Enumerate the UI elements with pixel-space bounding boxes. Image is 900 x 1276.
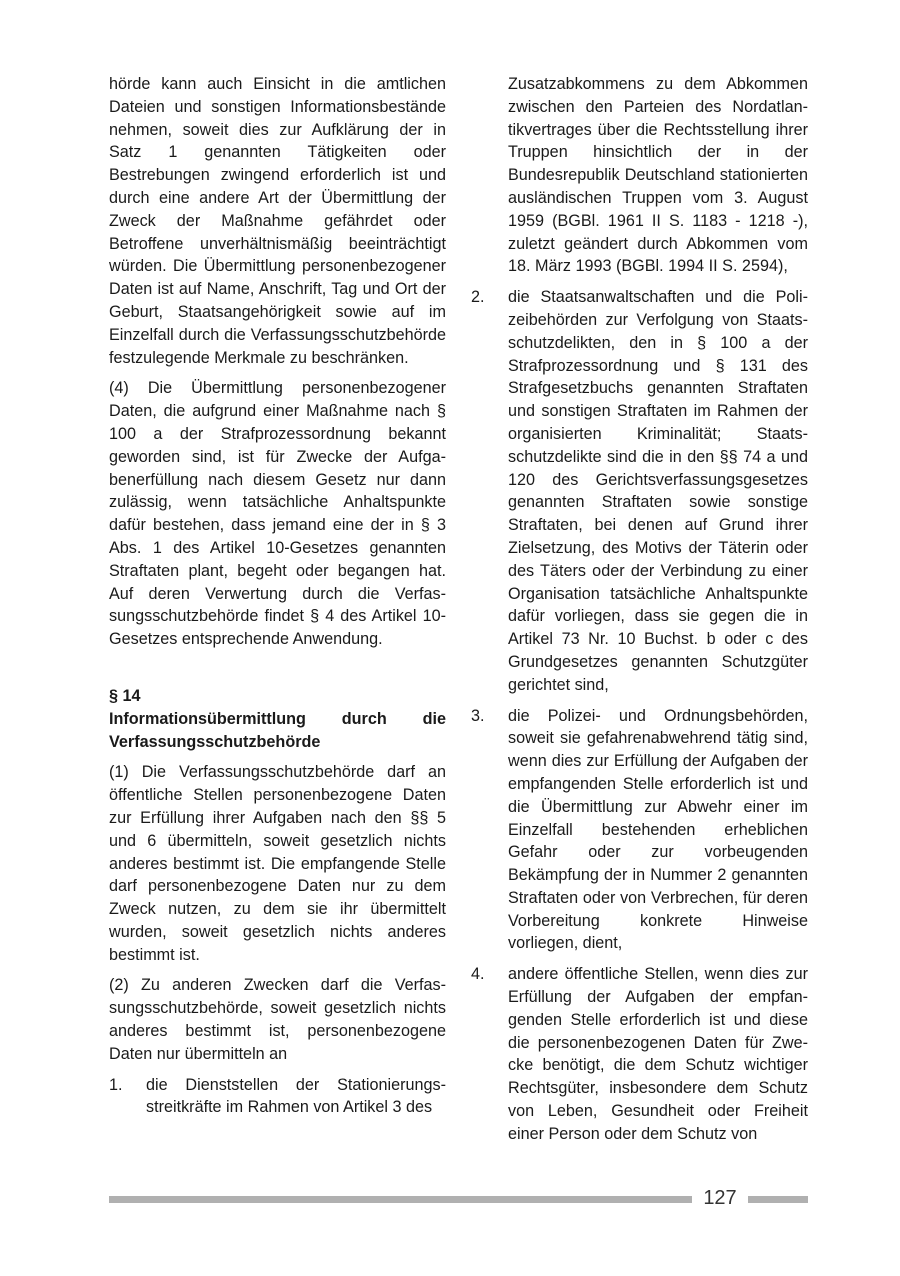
list-item — [471, 963, 808, 1145]
footer-rule-left — [109, 1196, 692, 1203]
list-item-text: andere öffentliche Stellen, wenn dies zur Erfüllung der Aufgaben der empfangenden Stelle erforderlich ist und diese die personenbezogenen Daten für Zwecke benötigt, die dem Schutz wichtiger Rechtsgüter, insbesondere dem Schutz von Leben, Gesundheit oder Freiheit einer Person oder dem Schutz von — [508, 965, 808, 1143]
list-item-number: 3. — [471, 706, 485, 725]
list-item-continued: Zusatzabkommens zu dem Abkommen zwischen den Parteien des Nordatlantikvertrages über die Rechtsstellung ihrer Truppen hinsichtlich der in der Bundesrepublik Deutschland stationierten ausländischen Truppen vom 3. August 1959 (BGBl. 1961 II S. 1183 - 1218 -), zuletzt geändert durch Abkommen vom 18. März 1993 (BGBl. 1994 II S. 2594), — [508, 75, 808, 276]
section-title-line1: Informationsübermittlung durch die — [109, 709, 446, 728]
left-column — [109, 73, 446, 1127]
footer-rule-right — [748, 1196, 808, 1203]
page-number: 127 — [703, 1187, 737, 1209]
list-item-number: 4. — [471, 965, 485, 984]
list-item-number: 1. — [109, 1075, 123, 1094]
paragraph-4: (4) Die Übermittlung personenbezogener Daten, die aufgrund einer Maßnahme nach § 100 a der Strafprozessordnung bekannt geworden sind, ist für Zwecke der Aufgabenerfüllung nach diesem Gesetz nur dann zulässig, wenn tatsächliche Anhaltspunkte dafür bestehen, dass jemand eine der in § 3 Abs. 1 des Artikel 10-Gesetzes genannten Straftaten plant, begeht oder begangen hat. Auf deren Verwertung durch die Verfassungsschutzbehörde findet § 4 des Artikel 10-Gesetzes entsprechende Anwendung. — [109, 379, 446, 649]
list-item-number: 2. — [471, 288, 485, 307]
paragraph-2: (2) Zu anderen Zwecken darf die Verfassungsschutzbehörde, soweit gesetzlich nichts anderes bestimmt ist, personenbezogene Daten nur übermitteln an — [109, 976, 446, 1063]
paragraph-continued: hörde kann auch Einsicht in die amtlichen Dateien und sonstigen Informationsbestände nehmen, soweit dies zur Aufklärung der in Satz 1 genannten Tätigkeiten oder Bestrebungen zwingend erforderlich ist und durch eine andere Art der Übermittlung der Zweck der Maßnahme gefährdet oder Betroffene unverhältnismäßig beeinträchtigt würden. Die Übermittlung personenbezogener Daten ist auf Name, Anschrift, Tag und Ort der Geburt, Staatsangehörigkeit sowie auf im Einzelfall durch die Verfassungsschutzbehörde festzulegende Merkmale zu beschränken. — [109, 75, 446, 367]
paragraph-1: (1) Die Verfassungsschutzbehörde darf an öffentliche Stellen personenbezogene Daten zur Erfüllung ihrer Aufgaben nach den §§ 5 und 6 übermitteln, soweit gesetzlich nichts anderes bestimmt ist. Die empfangende Stelle darf personenbezogene Daten nur zu dem Zweck nutzen, zu dem sie ihr übermittelt wurden, soweit gesetzlich nichts anderes bestimmt ist. — [109, 763, 446, 964]
section-heading — [109, 685, 446, 753]
list-item — [471, 705, 808, 956]
section-title-line2: Verfassungsschutzbehörde — [109, 732, 321, 751]
right-column — [471, 73, 808, 1154]
list-item-text: die Polizei- und Ordnungsbehörden, soweit sie gefahrenabwehrend tätig sind, wenn dies zur Erfüllung der Aufgaben der empfangenden Stelle erforderlich ist und die Übermittlung zur Abwehr einer im Einzelfall bestehenden erheblichen Gefahr oder zur vorbeugenden Bekämpfung der in Nummer 2 genannten Straftaten oder von Verbrechen, für deren Vorbereitung konkrete Hinweise vorliegen, dient, — [508, 706, 808, 953]
list-item — [109, 1074, 446, 1120]
section-number: § 14 — [109, 686, 141, 705]
list-item-text: die Dienststellen der Stationierungsstreitkräfte im Rahmen von Artikel 3 des — [146, 1075, 446, 1117]
list-item — [471, 286, 808, 696]
list-item-text: die Staatsanwaltschaften und die Polizeibehörden zur Verfolgung von Staatsschutzdelikten, den in § 100 a der Strafprozessordnung und § 131 des Strafgesetzbuchs genannten Straftaten und sonstigen Straftaten im Rahmen der organisierten Kriminalität; Staatsschutzdelikte sind die in den §§ 74 a und 120 des Gerichtsverfassungsgesetzes genannten Straftaten sowie sonstige Straftaten, bei denen auf Grund ihrer Zielsetzung, des Motivs der Täterin oder des Täters oder der Verbindung zu einer Organisation tatsächliche Anhaltspunkte dafür vorliegen, dass sie gegen die in Artikel 73 Nr. 10 Buchst. b oder c des Grundgesetzes genannten Schutzgüter gerichtet sind, — [508, 288, 808, 694]
